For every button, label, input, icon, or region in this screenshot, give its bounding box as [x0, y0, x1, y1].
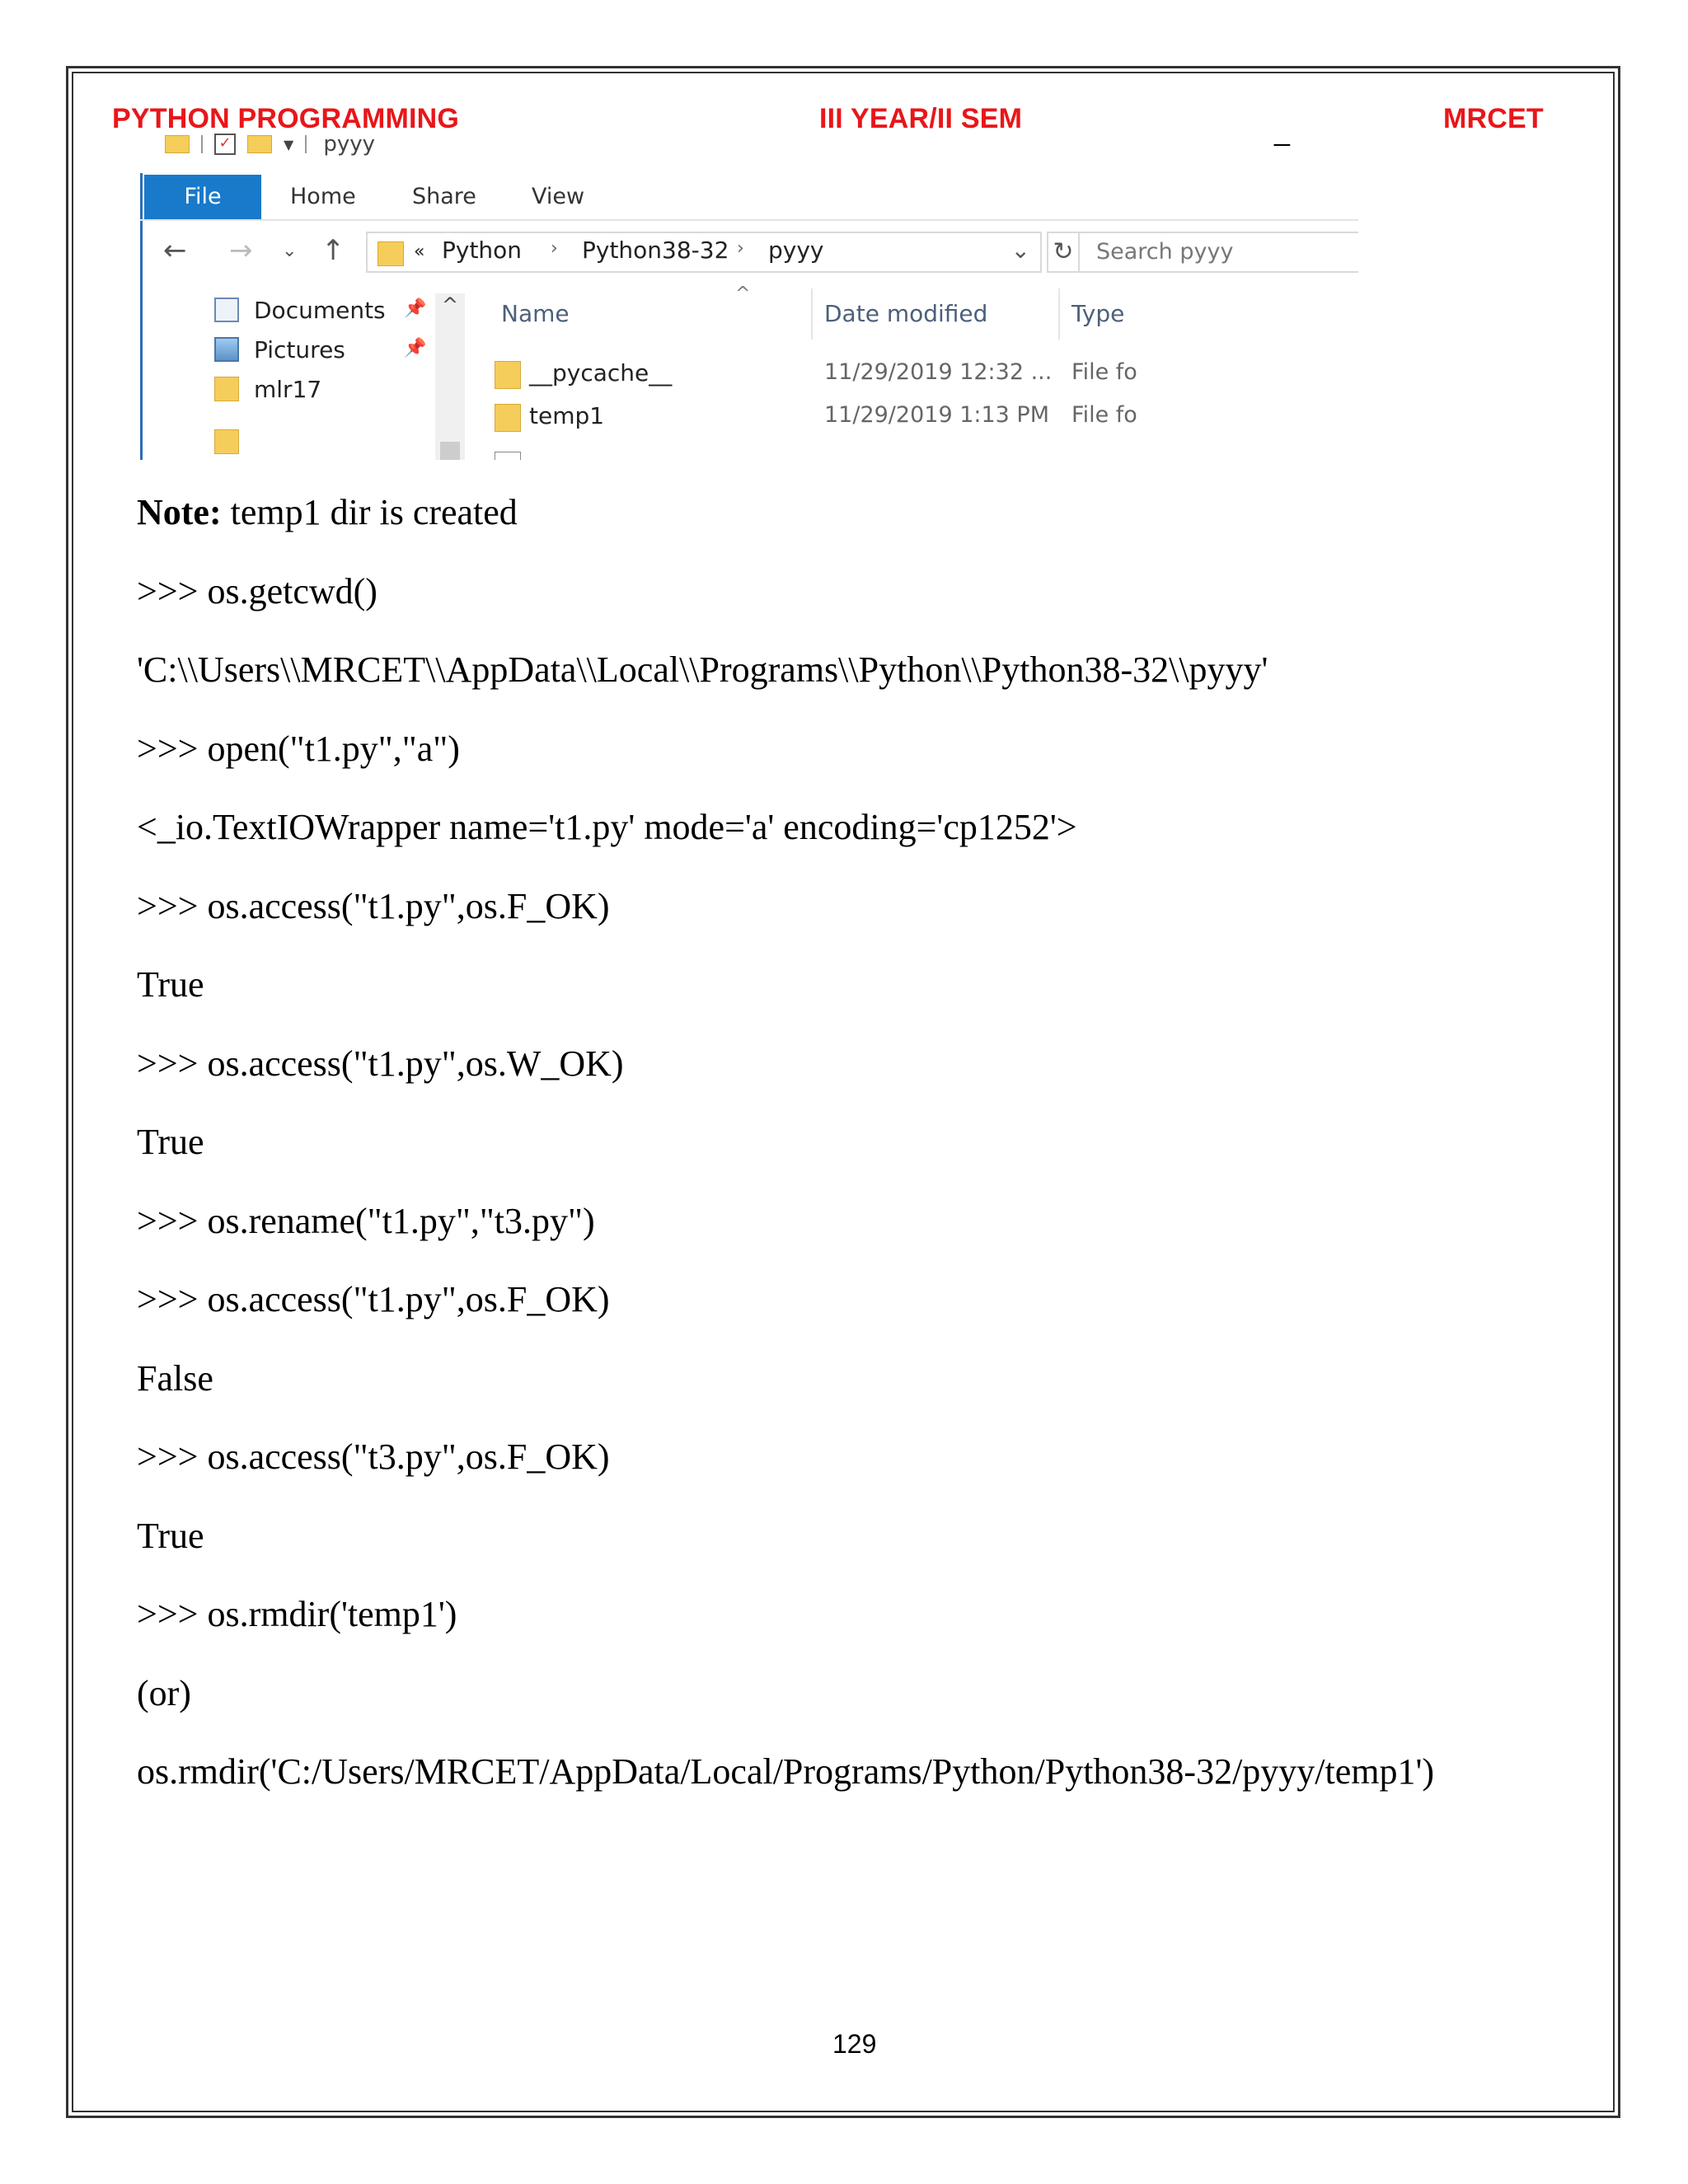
code-line: <_io.TextIOWrapper name='t1.py' mode='a' encoding='cp1252'>	[137, 807, 1077, 847]
quick-access-toolbar	[165, 132, 375, 157]
nav-item-partial[interactable]	[214, 425, 239, 458]
header-institution: MRCET	[1443, 103, 1544, 134]
customize-toolbar-icon[interactable]: ▼	[284, 136, 294, 152]
code-line: False	[137, 1358, 213, 1399]
folder-icon	[214, 429, 239, 454]
page-number: 129	[832, 2029, 877, 2059]
column-divider[interactable]	[811, 288, 813, 340]
file-row[interactable]	[470, 358, 1358, 394]
file-name: __pycache__	[529, 359, 673, 387]
code-line: True	[137, 964, 204, 1005]
ribbon-tabs	[140, 175, 1358, 221]
nav-item-label: mlr17	[254, 375, 322, 403]
file-icon	[495, 452, 521, 460]
sort-ascending-icon: ^	[735, 284, 751, 304]
folder-icon	[495, 404, 521, 432]
file-list	[470, 284, 1358, 460]
file-date: 11/29/2019 12:32 ...	[824, 359, 1053, 385]
code-line: >>> os.access("t1.py",os.W_OK)	[137, 1043, 624, 1084]
file-name: temp1	[529, 402, 605, 429]
folder-icon	[214, 377, 239, 401]
code-line: (or)	[137, 1673, 191, 1713]
nav-item-documents[interactable]	[214, 293, 386, 326]
pin-icon[interactable]: 📌	[404, 298, 427, 319]
folder-icon	[495, 361, 521, 389]
tab-view[interactable]: View	[532, 184, 585, 209]
pictures-icon	[214, 337, 239, 362]
header-course-title: PYTHON PROGRAMMING	[112, 103, 460, 134]
nav-item-label: Documents	[254, 296, 386, 324]
nav-pane-scrollbar[interactable]	[435, 293, 465, 460]
tab-file[interactable]: File	[144, 175, 261, 219]
file-row[interactable]	[470, 401, 1358, 437]
code-line: 'C:\\Users\\MRCET\\AppData\\Local\\Programs\\Python\\Python38-32\\pyyy'	[137, 649, 1268, 690]
tab-home[interactable]: Home	[290, 184, 356, 209]
navigation-pane	[140, 293, 470, 460]
code-line: >>> os.access("t3.py",os.F_OK)	[137, 1436, 610, 1477]
column-divider[interactable]	[1058, 288, 1060, 340]
scroll-thumb[interactable]	[440, 442, 460, 460]
code-line: True	[137, 1516, 204, 1556]
back-arrow-icon[interactable]: ←	[163, 234, 187, 267]
file-date: 11/29/2019 1:13 PM	[824, 402, 1049, 428]
nav-item-mlr17[interactable]	[214, 373, 321, 405]
file-row-partial[interactable]	[470, 448, 1358, 460]
search-input[interactable]: Search pyyy	[1078, 232, 1358, 273]
breadcrumb-python38[interactable]: Python38-32	[582, 237, 729, 264]
chevron-down-icon[interactable]: ⌄	[1010, 237, 1030, 264]
code-line: >>> os.rename("t1.py","t3.py")	[137, 1201, 595, 1241]
file-explorer-screenshot	[140, 132, 1358, 460]
refresh-icon[interactable]: ↻	[1047, 232, 1080, 273]
column-header-name[interactable]: Name	[501, 300, 570, 327]
documents-icon	[214, 298, 239, 322]
code-line: >>> os.access("t1.py",os.F_OK)	[137, 886, 610, 926]
breadcrumb-overflow[interactable]: «	[414, 241, 425, 262]
navigation-bar	[140, 229, 1358, 275]
breadcrumb-separator-icon: ›	[737, 238, 744, 259]
code-line: True	[137, 1122, 204, 1162]
breadcrumb-python[interactable]: Python	[442, 237, 523, 264]
recent-locations-chevron-icon[interactable]: ⌄	[282, 241, 298, 261]
code-line: >>> os.access("t1.py",os.F_OK)	[137, 1279, 610, 1319]
properties-icon[interactable]: ✓	[214, 134, 236, 155]
note-text: temp1 dir is created	[221, 492, 518, 532]
breadcrumb-pyyy[interactable]: pyyy	[768, 237, 824, 264]
toolbar-separator	[305, 135, 307, 153]
up-arrow-icon[interactable]: ↑	[321, 234, 345, 267]
nav-item-pictures[interactable]	[214, 333, 345, 366]
note-label: Note:	[137, 492, 222, 532]
code-line: os.rmdir('C:/Users/MRCET/AppData/Local/Programs/Python/Python38-32/pyyy/temp1')	[137, 1751, 1435, 1792]
breadcrumb-separator-icon: ›	[551, 238, 558, 259]
folder-icon	[377, 241, 404, 266]
nav-item-label: Pictures	[254, 335, 345, 363]
forward-arrow-icon[interactable]: →	[229, 234, 253, 267]
toolbar-separator	[201, 135, 203, 153]
scroll-up-icon[interactable]: ^	[442, 293, 459, 316]
code-line: >>> os.getcwd()	[137, 571, 377, 612]
file-type: File fo	[1071, 402, 1137, 428]
header-semester: III YEAR/II SEM	[819, 103, 1023, 134]
window-title: pyyy	[323, 132, 375, 157]
address-bar[interactable]	[366, 232, 1042, 273]
column-header-type[interactable]: Type	[1071, 300, 1125, 327]
column-header-date-modified[interactable]: Date modified	[824, 300, 988, 327]
tab-share[interactable]: Share	[412, 184, 476, 209]
new-folder-icon[interactable]	[247, 135, 272, 153]
code-line: >>> open("t1.py","a")	[137, 729, 460, 769]
header-dash: _	[1274, 115, 1290, 147]
file-type: File fo	[1071, 359, 1137, 385]
pin-icon[interactable]: 📌	[404, 338, 427, 359]
code-line: >>> os.rmdir('temp1')	[137, 1594, 457, 1634]
note-paragraph	[137, 491, 518, 533]
folder-icon[interactable]	[165, 135, 190, 153]
